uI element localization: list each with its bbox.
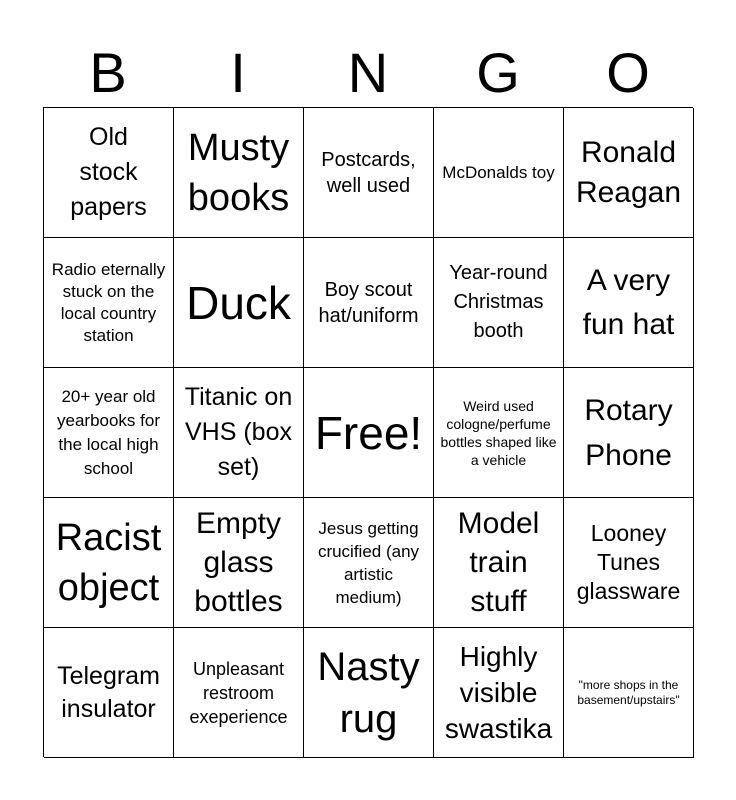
cell-text: Looney Tunes glassware <box>576 520 681 604</box>
cell-text: Boy scout hat/uniform <box>318 278 419 327</box>
bingo-cell[interactable] <box>304 498 434 628</box>
cell-text: McDonalds toy <box>442 162 555 182</box>
cell-text: Old stock papers <box>70 123 147 221</box>
header-letter-n: N <box>347 41 389 104</box>
bingo-cell[interactable] <box>174 368 304 498</box>
bingo-cell[interactable] <box>44 628 174 758</box>
bingo-cell[interactable] <box>174 498 304 628</box>
bingo-cell[interactable] <box>174 628 304 758</box>
header-letter-o: O <box>606 41 650 104</box>
cell-text: 20+ year old yearbooks for the local high school <box>57 386 160 478</box>
cell-text: Model train stuff <box>457 507 540 618</box>
free-space-cell[interactable] <box>304 368 434 498</box>
cell-text: Racist object <box>55 516 162 609</box>
cell-text: Duck <box>186 276 291 329</box>
cell-text: A very fun hat <box>582 263 675 341</box>
bingo-cell[interactable] <box>174 108 304 238</box>
bingo-cell[interactable] <box>44 368 174 498</box>
cell-text: Radio eternally stuck on the local country station <box>51 259 166 345</box>
free-space-text: Free! <box>314 406 423 459</box>
cell-text: Highly visible swastika <box>444 640 553 744</box>
cell-text: Unpleasant restroom exeperience <box>189 658 288 727</box>
bingo-header <box>43 40 693 106</box>
cell-text: Rotary Phone <box>584 393 673 472</box>
bingo-cell[interactable] <box>564 498 694 628</box>
bingo-cell[interactable] <box>564 368 694 498</box>
cell-text: Ronald Reagan <box>575 135 682 209</box>
header-letter-b: B <box>89 41 127 104</box>
bingo-cell[interactable] <box>434 498 564 628</box>
cell-text: Nasty rug <box>317 644 420 741</box>
bingo-cell[interactable] <box>434 368 564 498</box>
bingo-cell[interactable] <box>564 108 694 238</box>
bingo-cell[interactable] <box>44 238 174 368</box>
bingo-cell[interactable] <box>44 498 174 628</box>
bingo-cell[interactable] <box>44 108 174 238</box>
bingo-cell[interactable] <box>304 628 434 758</box>
cell-text: Year-round Christmas booth <box>449 262 548 342</box>
bingo-cell[interactable] <box>174 238 304 368</box>
cell-text: Musty books <box>187 126 290 219</box>
bingo-cell[interactable] <box>434 108 564 238</box>
cell-text: Jesus getting crucified (any artistic medium) <box>317 518 420 607</box>
cell-text: Postcards, well used <box>321 148 416 197</box>
cell-text: Titanic on VHS (box set) <box>184 383 293 481</box>
cell-text: Empty glass bottles <box>194 507 283 618</box>
cell-text: Telegram insulator <box>57 661 160 723</box>
header-letter-g: G <box>476 41 520 104</box>
bingo-card <box>43 107 693 757</box>
header-letter-i: I <box>230 41 246 104</box>
bingo-cell[interactable] <box>304 108 434 238</box>
bingo-cell[interactable] <box>434 238 564 368</box>
cell-text: "more shops in the basement/upstairs" <box>577 677 680 707</box>
cell-text: Weird used cologne/perfume bottles shaped like a vehicle <box>440 397 557 468</box>
bingo-cell[interactable] <box>304 238 434 368</box>
bingo-cell[interactable] <box>564 628 694 758</box>
bingo-cell[interactable] <box>434 628 564 758</box>
bingo-cell[interactable] <box>564 238 694 368</box>
